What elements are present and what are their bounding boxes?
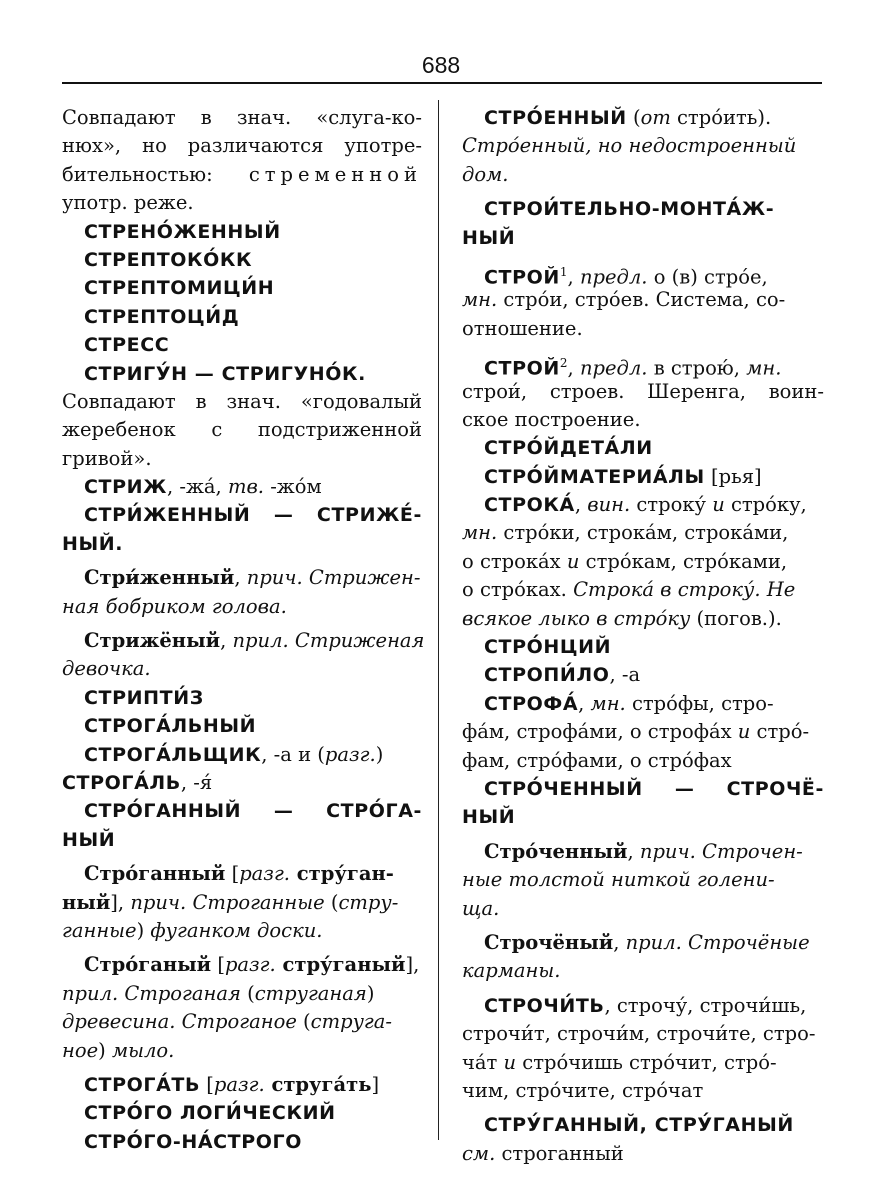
entry-line: Стро́ганый [разг. стру́ганый], xyxy=(84,953,420,977)
headword: СТРИПТИ́З xyxy=(84,686,204,709)
entry-line: Стрижёный, прил. Стриженая xyxy=(84,629,425,653)
entry-line: Стри́женный, прич. Стрижен- xyxy=(84,566,421,590)
header-rule xyxy=(62,82,822,84)
entry-line: древесина. Строганое (струга- xyxy=(62,1010,392,1034)
text-line: строи́, строев. Шеренга, воин- xyxy=(462,379,824,403)
entry-line: Стро́ганный [разг. стру́ган- xyxy=(84,862,394,886)
entry-line: СТРО́ЕННЫЙ (от стро́ить). xyxy=(484,106,772,129)
entry-line: мн. стро́ки, строка́м, строка́ми, xyxy=(462,521,789,545)
entry-line: фа́м, строфа́ми, о строфа́х и стро́- xyxy=(462,720,810,744)
headword: СТРО́ГО-НА́СТРОГО xyxy=(84,1130,302,1153)
entry-line: СТРОЙ$^2$, предл. в строю́, мн. xyxy=(484,356,782,380)
entry-line: СТРО́ЙМАТЕРИА́ЛЫ [рья] xyxy=(484,464,762,488)
text-line: девочка. xyxy=(62,657,151,681)
text-line: фам, стро́фами, о стро́фах xyxy=(462,748,732,772)
headword: НЫЙ xyxy=(62,828,116,851)
headword: СТРЕСС xyxy=(84,334,170,357)
headword: НЫЙ xyxy=(462,806,516,829)
headword: СТРОГА́ЛЬНЫЙ xyxy=(84,715,257,738)
headword: СТРО́ГО ЛОГИ́ЧЕСКИЙ xyxy=(84,1102,336,1125)
entry-line: СТРОГА́ТЬ [разг. струга́ть] xyxy=(84,1072,380,1096)
text-line: ское построение. xyxy=(462,407,641,431)
entry-line: СТРОЙ$^1$, предл. о (в) стро́е, xyxy=(484,264,768,289)
text-line: отношение. xyxy=(462,316,583,340)
entry-line: о строка́х и стро́кам, стро́ками, xyxy=(462,549,788,573)
entry-line: прил. Строганая (струганая) xyxy=(62,981,375,1005)
page-number: 688 xyxy=(421,52,461,78)
entry-line: мн. стро́и, стро́ев. Система, со- xyxy=(462,288,786,312)
text-line: употр. реже. xyxy=(62,191,194,215)
text-line: дом. xyxy=(462,162,509,186)
column-divider xyxy=(438,100,439,1140)
entry-line: ганные) фуганком доски. xyxy=(62,918,323,942)
headword: СТРЕНО́ЖЕННЫЙ xyxy=(84,220,281,243)
headword: СТРО́ЙДЕТА́ЛИ xyxy=(484,437,653,460)
entry-line: всякое лыко в стро́ку (погов.). xyxy=(462,606,782,630)
entry-line: СТРОГА́ЛЬЩИК, -а и (разг.) xyxy=(84,742,384,766)
entry-line: ное) мыло. xyxy=(62,1038,175,1062)
entry-line: ный], прич. Строганные (стру- xyxy=(62,890,399,914)
text-line: Совпадают в знач. «годовалый xyxy=(62,389,422,413)
headword: СТРИГУ́Н — СТРИГУНО́К. xyxy=(84,362,366,385)
text-line: ща. xyxy=(462,896,500,920)
headword: НЫЙ. xyxy=(62,532,124,555)
entry-line: ча́т и стро́чишь стро́чит, стро́- xyxy=(462,1050,777,1074)
text-line: Совпадают в знач. «слуга-ко- xyxy=(62,106,422,129)
headword: СТРЕПТОЦИ́Д xyxy=(84,305,240,328)
entry-line: см. строганный xyxy=(462,1141,624,1165)
entry-line: СТРИЖ, -жа́, тв. -жо́м xyxy=(84,475,322,499)
text-line: бительностью: стременной xyxy=(62,162,422,186)
text-line: гривой». xyxy=(62,446,152,470)
headword: СТРО́ЧЕННЫЙ — СТРОЧЁ- xyxy=(484,777,824,800)
right-column xyxy=(462,104,824,1168)
entry-line: СТРОГА́ЛЬ, -я́ xyxy=(62,770,213,794)
text-line: ные толстой ниткой голени- xyxy=(462,868,775,892)
entry-line: СТРОЧИ́ТЬ, строчу́, строчи́шь, xyxy=(484,993,807,1017)
text-line: карманы. xyxy=(462,959,561,983)
entry-line: Строчёный, прил. Строчёные xyxy=(484,930,810,954)
text-line: чим, стро́чите, стро́чат xyxy=(462,1078,704,1102)
entry-line: Стро́ченный, прич. Строчен- xyxy=(484,839,803,863)
entry-line: о стро́ках. Строка́ в строку́. Не xyxy=(462,578,796,602)
headword: СТРУ́ГАННЫЙ, СТРУ́ГАНЫЙ xyxy=(484,1114,794,1137)
text-line: Стро́енный, но недостроенный xyxy=(462,134,797,158)
headword: СТРО́ГАННЫЙ — СТРО́ГА- xyxy=(84,800,422,823)
headword: СТРО́НЦИЙ xyxy=(484,636,612,659)
text-line: нюх», но различаются употре- xyxy=(62,134,422,158)
headword: СТРОИ́ТЕЛЬНО-МОНТА́Ж- xyxy=(484,198,775,221)
entry-line: СТРОПИ́ЛО, -а xyxy=(484,663,641,687)
entry-line: СТРОКА́, вин. строку́ и стро́ку, xyxy=(484,493,807,517)
text-line: ная бобриком голова. xyxy=(62,594,287,618)
headword: СТРИ́ЖЕННЫЙ — СТРИЖЕ́- xyxy=(84,504,422,527)
left-column xyxy=(62,104,425,1156)
headword: СТРЕПТОМИЦИ́Н xyxy=(84,277,275,300)
text-line: строчи́т, строчи́м, строчи́те, стро- xyxy=(462,1022,816,1046)
headword: СТРЕПТОКО́КК xyxy=(84,248,253,271)
entry-line: СТРОФА́, мн. стро́фы, стро- xyxy=(484,691,774,715)
headword: НЫЙ xyxy=(462,226,516,249)
text-line: жеребенок с подстриженной xyxy=(62,418,422,442)
